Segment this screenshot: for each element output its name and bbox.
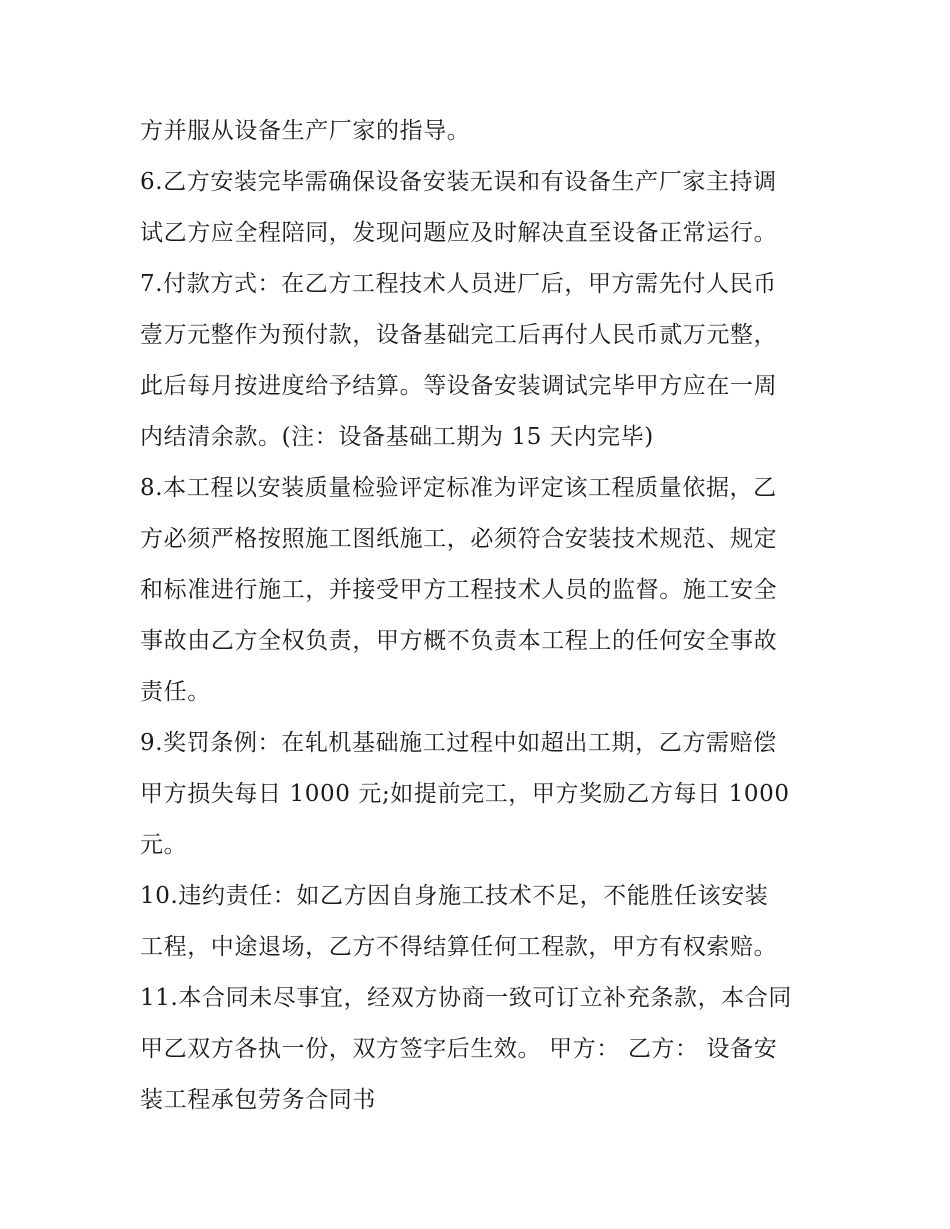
text-line: 试乙方应全程陪同，发现问题应及时解决直至设备正常运行。: [140, 220, 778, 246]
text-line: 方并服从设备生产厂家的指导。: [140, 118, 471, 144]
text-line: 甲乙双方各执一份，双方签字后生效。 甲方： 乙方： 设备安: [140, 1036, 778, 1062]
text-line: 壹万元整作为预付款，设备基础完工后再付人民币贰万元整，: [140, 322, 778, 348]
text-line: 事故由乙方全权负责，甲方概不负责本工程上的任何安全事故: [140, 628, 778, 654]
text-line: 7.付款方式：在乙方工程技术人员进厂后，甲方需先付人民币: [140, 271, 777, 297]
text-line: 工程，中途退场，乙方不得结算任何工程款，甲方有权索赔。: [140, 934, 778, 960]
text-line: 9.奖罚条例：在轧机基础施工过程中如超出工期，乙方需赔偿: [140, 730, 777, 756]
text-line: 6.乙方安装完毕需确保设备安装无误和有设备生产厂家主持调: [140, 169, 777, 195]
text-line: 和标准进行施工，并接受甲方工程技术人员的监督。施工安全: [140, 577, 778, 603]
text-line: 方必须严格按照施工图纸施工，必须符合安装技术规范、规定: [140, 526, 778, 552]
text-line: 8.本工程以安装质量检验评定标准为评定该工程质量依据，乙: [140, 475, 777, 501]
text-line: 元。: [140, 832, 188, 858]
contract-body-text: [140, 106, 820, 1126]
text-line: 10.违约责任：如乙方因自身施工技术不足，不能胜任该安装: [140, 883, 769, 909]
text-line: 11.本合同未尽事宜，经双方协商一致可订立补充条款，本合同: [140, 985, 792, 1011]
text-line: 甲方损失每日 1000 元;如提前完工，甲方奖励乙方每日 1000: [140, 781, 790, 807]
text-line: 装工程承包劳务合同书: [140, 1087, 376, 1113]
text-line: 内结清余款。(注：设备基础工期为 15 天内完毕): [140, 424, 654, 450]
text-line: 责任。: [140, 679, 211, 705]
text-line: 此后每月按进度给予结算。等设备安装调试完毕甲方应在一周: [140, 373, 778, 399]
